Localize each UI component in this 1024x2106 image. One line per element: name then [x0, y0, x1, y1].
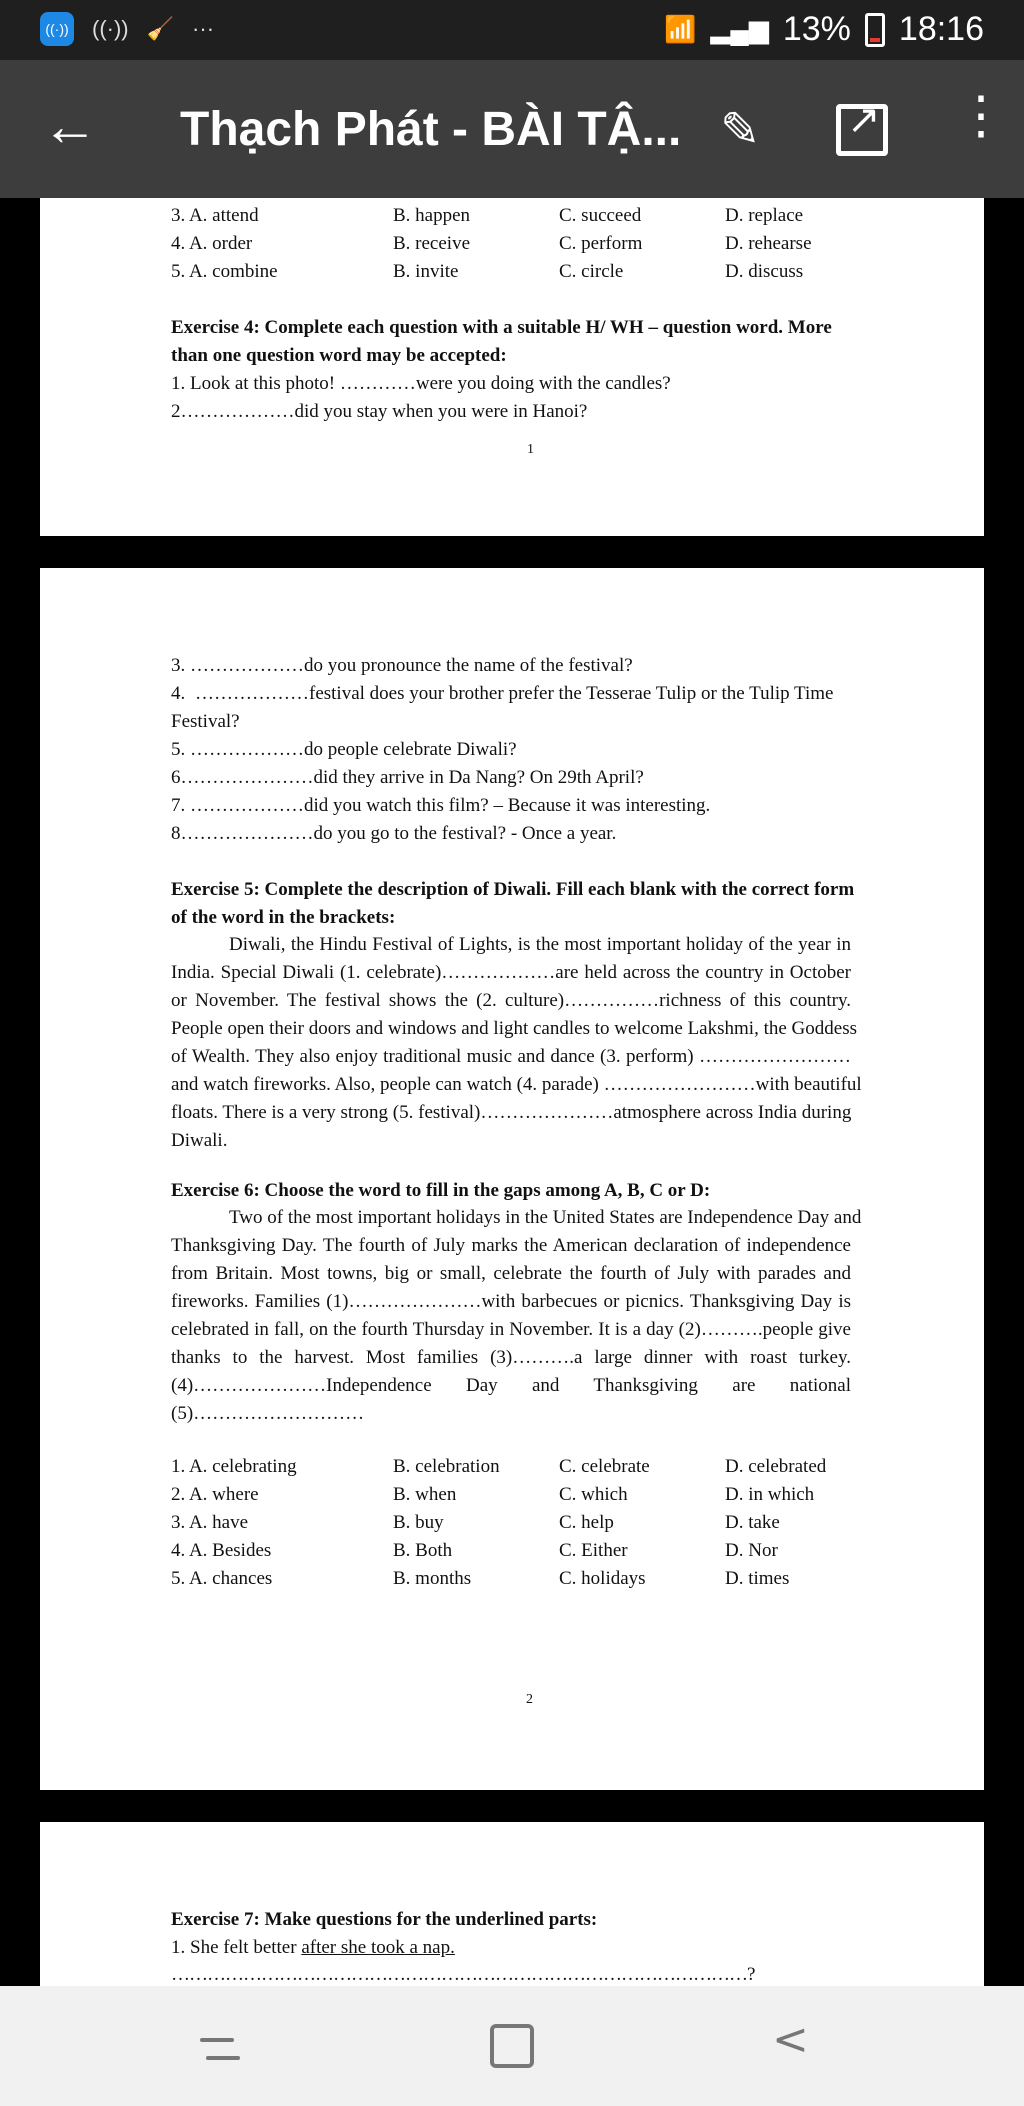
back-arrow-icon[interactable]: ←	[42, 94, 98, 157]
page-number: 1	[527, 442, 534, 457]
passage-line: from Britain. Most towns, big or small, celebrate the fourth of July with parades and	[171, 1263, 851, 1284]
navigation-bar	[0, 1986, 1024, 2106]
option-b: B. when	[393, 1484, 457, 1505]
hotspot-icon: ((·))	[40, 12, 74, 46]
option-d: D. celebrated	[725, 1456, 827, 1477]
exercise-6-passage	[171, 1204, 862, 1428]
option-a: 4. A. order	[171, 233, 253, 254]
pencil-icon[interactable]: ✎	[720, 104, 761, 157]
exercise-4-question-7: 7. ………………did you watch this film? – Because it was interesting.	[171, 795, 711, 816]
option-c: C. holidays	[559, 1568, 646, 1589]
wifi-icon: 📶	[664, 14, 697, 44]
back-icon[interactable]: <	[772, 2014, 809, 2065]
exercise-4-question-8: 8…………………do you go to the festival? - Once a year.	[171, 823, 617, 844]
option-b: B. invite	[393, 261, 459, 282]
option-b: B. celebration	[393, 1456, 500, 1477]
option-d: D. in which	[725, 1484, 815, 1505]
option-c: C. celebrate	[559, 1456, 650, 1477]
option-d: D. rehearse	[725, 233, 812, 254]
exercise-4-question-1: 1. Look at this photo! …………were you doing with the candles?	[171, 373, 671, 394]
option-b: B. buy	[393, 1512, 444, 1533]
exercise-4-question-4: ………………festival does your brother prefer the Tesserae Tulip or the Tulip Time	[195, 683, 834, 704]
option-d: D. replace	[725, 205, 804, 226]
passage-line: People open their doors and windows and light candles to welcome Lakshmi, the Goddess	[171, 1018, 857, 1039]
passage-line: and watch fireworks. Also, people can watch (4. parade) ……………………with beautiful	[171, 1074, 862, 1095]
more-vert-icon[interactable]: ⋮	[955, 87, 1007, 145]
document-title: Thạch Phát - BÀI TẬ...	[180, 103, 682, 156]
passage-line: or November. The festival shows the (2. culture)……………richness of this country.	[171, 990, 851, 1011]
exercise-4-title-cont: than one question word may be accepted:	[171, 345, 507, 366]
option-c: C. help	[559, 1512, 614, 1533]
passage-line: fireworks. Families (1)…………………with barbecues or picnics. Thanksgiving Day is	[171, 1291, 851, 1312]
option-b: B. happen	[393, 205, 471, 226]
exercise-4-title: Exercise 4: Complete each question with a suitable H/ WH – question word. More	[171, 317, 832, 338]
exercise-4-question-4-number: 4.	[171, 683, 186, 704]
page-number: 2	[526, 1692, 533, 1707]
cleaner-icon: 🧹	[146, 16, 175, 41]
passage-line: Two of the most important holidays in the United States are Independence Day and	[229, 1207, 862, 1228]
option-a: 1. A. celebrating	[171, 1456, 297, 1477]
option-d: D. times	[725, 1568, 790, 1589]
home-icon[interactable]	[490, 2024, 534, 2068]
exercise-4-question-6: 6…………………did they arrive in Da Nang? On 29th April?	[171, 767, 644, 788]
exercise-4-question-3: 3. ………………do you pronounce the name of the festival?	[171, 655, 633, 676]
option-b: B. Both	[393, 1540, 453, 1561]
passage-line: of Wealth. They also enjoy traditional music and dance (3. perform) ……………………	[171, 1046, 851, 1067]
document-page-2	[40, 568, 984, 1790]
option-b: B. months	[393, 1568, 472, 1589]
option-a: 3. A. attend	[171, 205, 259, 226]
passage-line: celebrated in fall, on the fourth Thursday in November. It is a day (2)……….people give	[171, 1319, 851, 1340]
wireless-icon: ((·))	[92, 16, 129, 41]
underlined-part: after she took a nap.	[301, 1937, 455, 1958]
document-page-1	[40, 198, 984, 536]
more-notifications: ···	[192, 16, 215, 41]
option-c: C. which	[559, 1484, 628, 1505]
exercise-4-question-5: 5. ………………do people celebrate Diwali?	[171, 739, 517, 760]
option-d: D. Nor	[725, 1540, 778, 1561]
passage-line: (4)…………………Independence Day and Thanksgiving are national	[171, 1375, 851, 1396]
document-page-3	[40, 1822, 984, 1986]
app-bar	[0, 60, 1024, 198]
option-a: 3. A. have	[171, 1512, 249, 1533]
passage-line: India. Special Diwali (1. celebrate)………………are held across the country in October	[171, 962, 851, 983]
passage-line: thanks to the harvest. Most families (3)……….a large dinner with roast turkey.	[171, 1347, 851, 1368]
exercise-5-passage	[171, 931, 862, 1155]
battery-percent: 13%	[782, 10, 851, 48]
option-c: C. succeed	[559, 205, 642, 226]
signal-icon: ▂▄▆	[710, 14, 769, 44]
exercise-7-title: Exercise 7: Make questions for the underlined parts:	[171, 1909, 598, 1930]
option-c: C. perform	[559, 233, 643, 254]
open-external-icon[interactable]	[836, 104, 888, 156]
option-a: 5. A. chances	[171, 1568, 273, 1589]
option-a: 5. A. combine	[171, 261, 278, 282]
option-a: 2. A. where	[171, 1484, 259, 1505]
passage-line: (5)………………………	[171, 1403, 365, 1424]
exercise-7-question-1	[171, 1937, 455, 1959]
option-a: 4. A. Besides	[171, 1540, 272, 1561]
option-d: D. take	[725, 1512, 780, 1533]
exercise-6-title: Exercise 6: Choose the word to fill in the gaps among A, B, C or D:	[171, 1180, 711, 1201]
status-bar	[0, 0, 1024, 60]
exercise-5-title: Exercise 5: Complete the description of Diwali. Fill each blank with the correct form	[171, 879, 855, 900]
exercise-4-question-4-cont: Festival?	[171, 711, 240, 732]
option-d: D. discuss	[725, 261, 804, 282]
exercise-4-question-2: 2………………did you stay when you were in Hanoi?	[171, 401, 588, 422]
passage-line: Diwali.	[171, 1130, 228, 1151]
battery-icon	[865, 13, 885, 47]
recent-apps-icon[interactable]	[200, 2028, 240, 2064]
option-b: B. receive	[393, 233, 471, 254]
exercise-5-title-cont: of the word in the brackets:	[171, 907, 396, 928]
passage-line: floats. There is a very strong (5. festival)…………………atmosphere across India during	[171, 1102, 852, 1123]
answer-line: ……………………………………………………………………………………?	[171, 1964, 755, 1985]
question-text: 1. She felt better	[171, 1937, 302, 1958]
passage-line: Thanksgiving Day. The fourth of July marks the American declaration of independence	[171, 1235, 851, 1256]
clock: 18:16	[898, 10, 984, 48]
option-c: C. Either	[559, 1540, 628, 1561]
option-c: C. circle	[559, 261, 624, 282]
passage-line: Diwali, the Hindu Festival of Lights, is the most important holiday of the year in	[229, 934, 851, 955]
